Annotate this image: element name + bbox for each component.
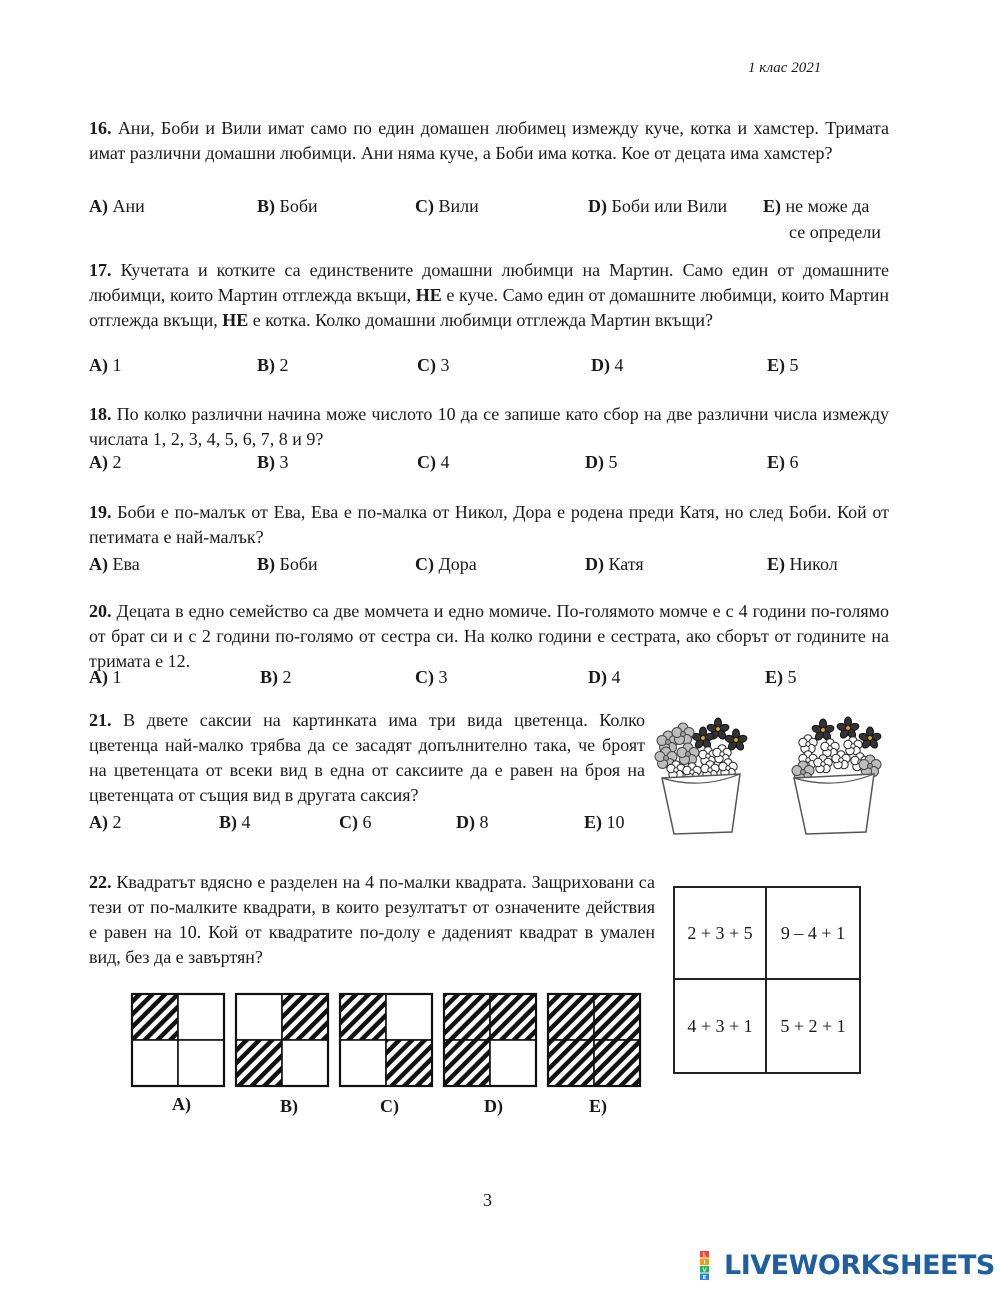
- question-text: Боби е по-малък от Ева, Ева е по-малка от Никол, Дора е родена преди Катя, но след Боби. Кой от петимата е най-малък?: [89, 502, 889, 547]
- question-19: [89, 500, 889, 550]
- right-pot: [792, 717, 882, 834]
- question-20: [89, 599, 889, 674]
- empty-cell: [178, 1040, 224, 1086]
- question-17: 17. Кучетата и котките са единствените домашни любимци на Мартин. Само един от домашните любимци, които Мартин отглежда вкъщи, НЕ е куче. Само един от домашните любимци, които Мартин отглежда вкъщи, НЕ е котка. Колко домашни любимци отглежда Мартин вкъщи?: [89, 260, 890, 330]
- question-number: 22.: [89, 872, 112, 892]
- shaded-cell: [444, 994, 490, 1040]
- option-b[interactable]: B) 2: [257, 355, 289, 375]
- empty-cell: [490, 1040, 536, 1086]
- option-e[interactable]: E) 10: [584, 812, 625, 832]
- option-a[interactable]: A) Ева: [89, 554, 140, 574]
- question-number: 17.: [89, 260, 112, 280]
- answer-square-c[interactable]: [340, 994, 432, 1086]
- answer-label-b[interactable]: B): [280, 1096, 298, 1116]
- answer-square-b[interactable]: [236, 994, 328, 1086]
- option-d[interactable]: D) 4: [591, 355, 624, 375]
- empty-cell: [132, 1040, 178, 1086]
- question-text: По колко различни начина може числото 10 да се запише като сбор на две различни числа измежду числата 1, 2, 3, 4, 5, 6, 7, 8 и 9?: [89, 404, 890, 449]
- shaded-cell: [282, 994, 328, 1040]
- shaded-cell: [594, 1040, 640, 1086]
- logo-letter: V: [702, 1267, 707, 1274]
- answer-label-a[interactable]: A): [172, 1094, 191, 1114]
- answer-label-c[interactable]: C): [380, 1096, 399, 1116]
- answer-squares: [128, 990, 648, 1090]
- question-number: 21.: [89, 710, 112, 730]
- shaded-cell: [236, 1040, 282, 1086]
- option-e-continued: се определи: [789, 222, 881, 242]
- question-number: 18.: [89, 404, 112, 424]
- answer-label-e[interactable]: E): [589, 1096, 607, 1116]
- option-b[interactable]: B) 2: [260, 667, 292, 687]
- option-e[interactable]: E) 6: [767, 452, 799, 472]
- question-text: В двете саксии на картинката има три вида цветенца. Колко цветенца най-малко трябва да се засадят допълнително така, че броят на цветенцата от всеки вид в една от саксиите да е равен на броя на цветенцата от същия вид в другата саксия?: [89, 710, 645, 805]
- header-class-year: 1 клас 2021: [748, 60, 822, 76]
- logo-letter: E: [702, 1274, 707, 1280]
- grid-cell: 9 – 4 + 1: [767, 888, 859, 980]
- answer-square-d[interactable]: [444, 994, 536, 1086]
- question-18: [89, 402, 889, 452]
- question-21: [89, 708, 645, 808]
- shaded-cell: [386, 1040, 432, 1086]
- answer-square-a[interactable]: [132, 994, 224, 1086]
- shaded-cell: [548, 994, 594, 1040]
- option-e[interactable]: E) Никол: [767, 554, 838, 574]
- shaded-cell: [490, 994, 536, 1040]
- logo-blocks-icon: [699, 1250, 721, 1280]
- shaded-cell: [340, 994, 386, 1040]
- option-a[interactable]: A) 2: [89, 452, 122, 472]
- option-b[interactable]: B) 3: [257, 452, 289, 472]
- question-text: Ани, Боби и Вили имат само по един домашен любимец измежду куче, котка и хамстер. Тримата имат различни домашни любимци. Ани няма куче, а Боби има котка. Кое от децата има хамстер?: [89, 118, 889, 163]
- shaded-cell: [132, 994, 178, 1040]
- empty-cell: [236, 994, 282, 1040]
- option-b[interactable]: B) Боби: [257, 554, 318, 574]
- question-text: Квадратът вдясно е разделен на 4 по-малки квадрата. Защриховани са тези от по-малките квадрати, в които резултатът от означените действия е равен на 10. Кой от квадратите по-долу е даденият квадрат в умален вид, без да е завъртян?: [89, 872, 656, 967]
- empty-cell: [340, 1040, 386, 1086]
- question-22: [89, 870, 655, 970]
- grid-cell: 2 + 3 + 5: [675, 888, 767, 980]
- logo-wordmark: LIVEWORKSHEETS: [724, 1249, 995, 1281]
- option-a[interactable]: A) 2: [89, 812, 122, 832]
- question-number: 20.: [89, 601, 112, 621]
- question-number: 19.: [89, 502, 112, 522]
- shaded-cell: [594, 994, 640, 1040]
- option-d[interactable]: D) Катя: [585, 554, 644, 574]
- option-c[interactable]: C) 3: [417, 355, 450, 375]
- option-d[interactable]: D) 5: [585, 452, 618, 472]
- question-text: Децата в едно семейство са две момчета и едно момиче. По-голямото момче е с 4 години по-голямо от брат си и с 2 години по-голямо от сестра си. На колко години е сестрата, ако сборът от годините на тримата е 12.: [89, 601, 890, 671]
- option-b[interactable]: B) Боби: [257, 196, 318, 216]
- left-pot: [655, 718, 748, 834]
- empty-cell: [386, 994, 432, 1040]
- empty-cell: [178, 994, 224, 1040]
- option-a[interactable]: A) 1: [89, 355, 122, 375]
- option-e[interactable]: E) 5: [767, 355, 799, 375]
- option-a[interactable]: A) Ани: [89, 196, 145, 216]
- option-a[interactable]: A) 1: [89, 667, 122, 687]
- question-number: 16.: [89, 118, 112, 138]
- option-b[interactable]: B) 4: [219, 812, 251, 832]
- option-c[interactable]: C) 3: [415, 667, 448, 687]
- flower-pots-illustration: [648, 714, 898, 842]
- option-c[interactable]: C) 4: [417, 452, 450, 472]
- page-number: 3: [483, 1190, 492, 1210]
- answer-label-d[interactable]: D): [484, 1096, 503, 1116]
- option-c[interactable]: C) Вили: [415, 196, 479, 216]
- grid-cell: 5 + 2 + 1: [780, 1015, 846, 1036]
- option-e[interactable]: E) 5: [765, 667, 797, 687]
- expression-grid: [673, 886, 861, 1074]
- question-16: [89, 116, 889, 166]
- option-c[interactable]: C) 6: [339, 812, 372, 832]
- option-d[interactable]: D) 4: [588, 667, 621, 687]
- option-c[interactable]: C) Дора: [415, 554, 477, 574]
- liveworksheets-logo: [699, 1248, 995, 1282]
- option-d[interactable]: D) Боби или Вили: [588, 196, 728, 216]
- shaded-cell: [548, 1040, 594, 1086]
- grid-cell: 4 + 3 + 1: [675, 980, 767, 1072]
- logo-letter: I: [703, 1259, 706, 1266]
- option-e[interactable]: E) не може да: [763, 196, 870, 216]
- logo-letter: L: [702, 1252, 707, 1259]
- shaded-cell: [444, 1040, 490, 1086]
- answer-square-e[interactable]: [548, 994, 640, 1086]
- option-d[interactable]: D) 8: [456, 812, 489, 832]
- empty-cell: [282, 1040, 328, 1086]
